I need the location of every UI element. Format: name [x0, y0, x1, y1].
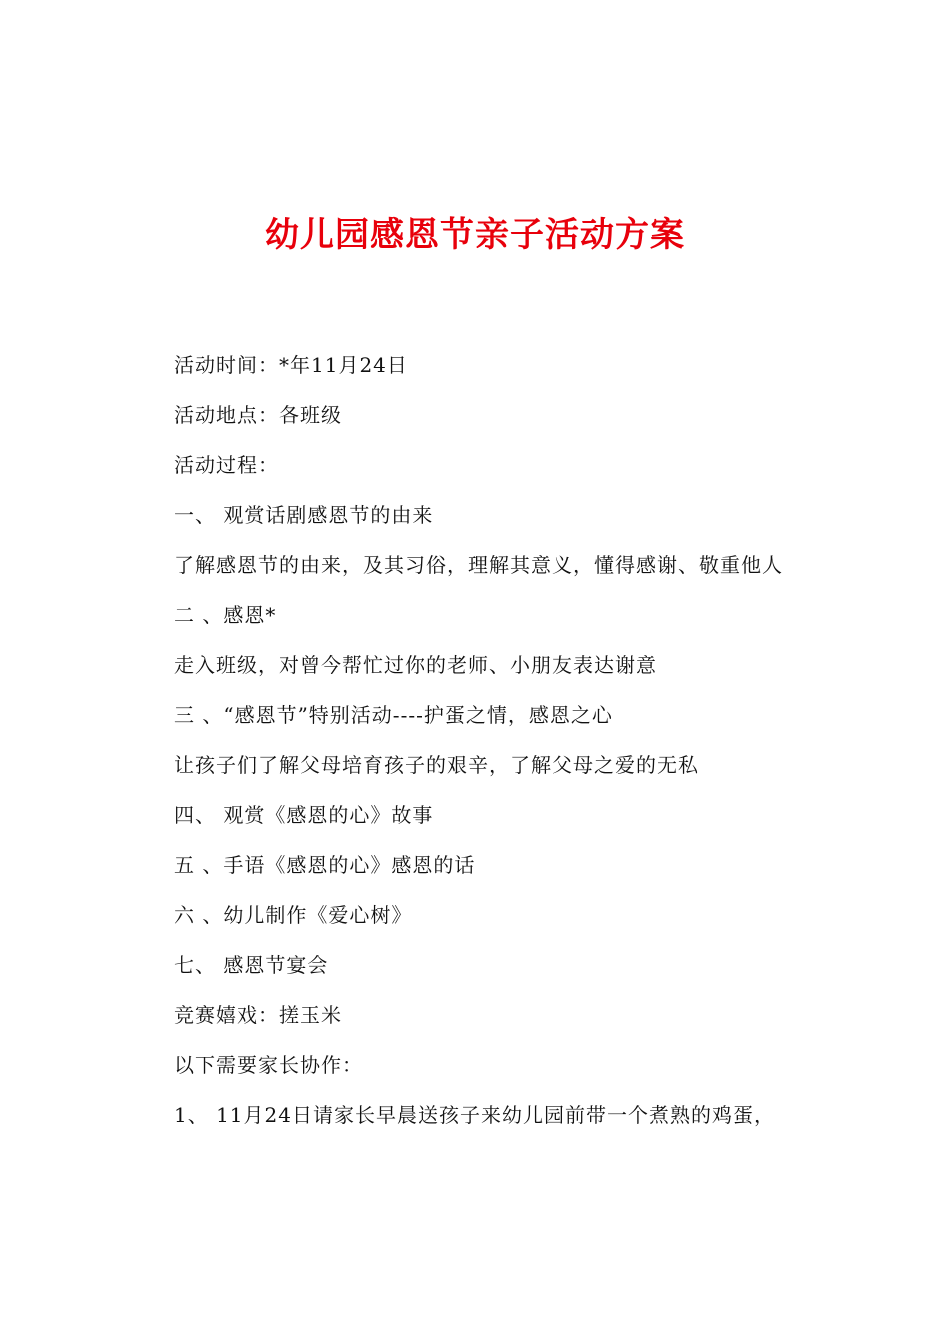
step-one-description: 了解感恩节的由来，及其习俗，理解其意义，懂得感谢、敬重他人	[174, 553, 783, 577]
step-seven-heading: 七、 感恩节宴会	[174, 953, 329, 977]
step-three-description: 让孩子们了解父母培育孩子的艰辛，了解父母之爱的无私	[174, 753, 699, 777]
parent-item-one: 1、 11月24日请家长早晨送孩子来幼儿园前带一个煮熟的鸡蛋，	[174, 1103, 775, 1127]
step-five-heading: 五 、手语《感恩的心》感恩的话	[174, 853, 476, 877]
step-three-heading: 三 、“感恩节”特别活动----护蛋之情，感恩之心	[174, 703, 613, 727]
document-body	[174, 340, 894, 1140]
step-four-heading: 四、 观赏《感恩的心》故事	[174, 803, 434, 827]
parent-cooperation-heading: 以下需要家长协作：	[174, 1053, 363, 1077]
step-one-heading: 一、 观赏话剧感恩节的由来	[174, 503, 434, 527]
document-title: 幼儿园感恩节亲子活动方案	[265, 215, 685, 255]
activity-time-line: 活动时间：*年11月24日	[174, 353, 408, 377]
step-two-description: 走入班级，对曾今帮忙过你的老师、小朋友表达谢意	[174, 653, 657, 677]
activity-process-heading: 活动过程：	[174, 453, 279, 477]
activity-location-line: 活动地点：各班级	[174, 403, 342, 427]
game-line: 竞赛嬉戏：搓玉米	[174, 1003, 342, 1027]
step-six-heading: 六 、幼儿制作《爱心树》	[174, 903, 413, 927]
step-two-heading: 二 、感恩*	[174, 603, 277, 627]
